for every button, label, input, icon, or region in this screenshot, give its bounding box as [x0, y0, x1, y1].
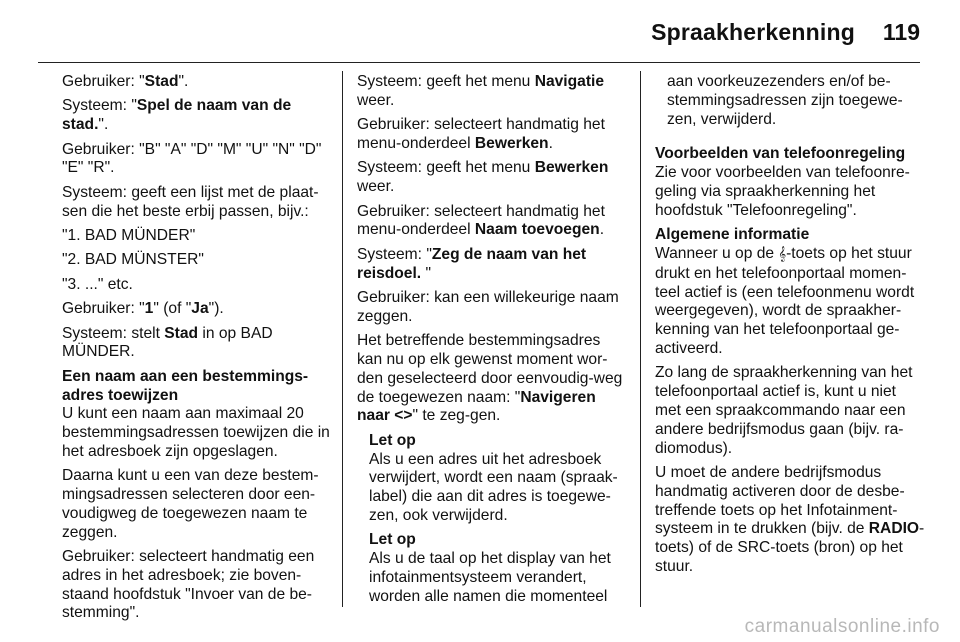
paragraph: Gebruiker: selecteert handmatig het menu-onderdeel Naam toevoegen.	[357, 202, 605, 239]
column-2	[357, 73, 627, 612]
note-text: Als u een adres uit het adresboek verwijdert, wordt een naam (spraak‐label) die aan dit adres is toegewe‐zen, ook verwijderd.	[369, 450, 618, 524]
header-rule	[38, 62, 920, 63]
section-heading: Een naam aan een bestemmings‐adres toewijzen	[62, 367, 309, 404]
paragraph: Gebruiker: "1" (of "Ja").	[62, 300, 224, 318]
note-block	[369, 432, 627, 526]
column-1	[62, 73, 330, 629]
voice-control-icon: 𝄞	[778, 246, 787, 262]
paragraph: Gebruiker: kan een willekeurige naam zeggen.	[357, 288, 619, 325]
note-title: Let op	[369, 531, 416, 549]
page-number: 119	[882, 19, 920, 45]
paragraph: Gebruiker: selecteert handmatig een adres in het adresboek; zie boven‐staand hoofdstuk "Invoer van de be‐stemming".	[62, 548, 315, 622]
note-block	[369, 531, 627, 606]
note-text: Als u de taal op het display van het infotainmentsysteem verandert, worden alle namen die momenteel	[369, 550, 611, 605]
paragraph: Gebruiker: "B" "A" "D" "M" "U" "N" "D" "E" "R".	[62, 140, 322, 177]
paragraph: Systeem: geeft een lijst met de plaat‐sen die het beste erbij passen, bijv.:	[62, 183, 319, 220]
paragraph: Gebruiker: selecteert handmatig het menu-onderdeel Bewerken.	[357, 116, 605, 152]
paragraph: Systeem: stelt Stad in op BAD MÜNDER.	[62, 324, 273, 361]
paragraph: Systeem: "Spel de naam van de stad.".	[62, 97, 292, 134]
section-heading: Algemene informatie	[655, 226, 810, 244]
watermark: carmanualsonline.info	[744, 616, 940, 637]
paragraph: Systeem: geeft het menu Bewerken weer.	[357, 159, 609, 196]
paragraph: Zo lang de spraakherkenning van het telefoonportaal actief is, kunt u niet met een spraakcommando naar een andere bedrijfsmodus gaan (bijv. ra‐diomodus).	[655, 364, 913, 457]
list-item: "3. ..." etc.	[62, 275, 133, 293]
paragraph: Systeem: "Zeg de naam van het reisdoel. "	[357, 245, 587, 282]
column-3	[655, 73, 925, 582]
list-item: "1. BAD MÜNDER"	[62, 226, 196, 244]
paragraph: Systeem: geeft het menu Navigatie weer.	[357, 73, 605, 109]
note-text: aan voorkeuzezenders en/of be‐stemmingsadressen zijn toegewe‐zen, verwijderd.	[667, 73, 903, 128]
note-block	[667, 73, 925, 129]
paragraph: Zie voor voorbeelden van telefoonre‐geling via spraakherkenning het hoofdstuk "Telefoonregeling".	[655, 164, 910, 219]
paragraph: Wanneer u op de 𝄞-toets op het stuur drukt en het telefoonportaal momen‐teel actief is (een telefoonmenu wordt weergegeven), wordt de spraakher‐kenning van het telefoonportaal ge‐activeerd.	[655, 244, 915, 357]
paragraph: U moet de andere bedrijfsmodus handmatig activeren door de desbe‐treffende toets op het Infotainment‐systeem in te drukken (bijv. de RADIO-toets) of de SRC-toets (bron) op het stuur.	[655, 463, 925, 575]
page-title: Spraakherkenning	[651, 19, 855, 45]
column-divider-2	[640, 71, 641, 607]
paragraph: Daarna kunt u een van deze bestem‐mingsadressen selecteren door een‐voudigweg de toegewezen naam te zeggen.	[62, 467, 319, 541]
column-divider-1	[342, 71, 343, 607]
paragraph: Gebruiker: "Stad".	[62, 73, 189, 90]
page-header	[0, 0, 960, 62]
paragraph: Het betreffende bestemmingsadres kan nu op elk gewenst moment wor‐den geselecteerd door eenvoudig‐weg de toegewezen naam: "Navigeren naar <>" te zeg‐gen.	[357, 332, 623, 425]
paragraph: U kunt een naam aan maximaal 20 bestemmingsadressen toewijzen die in het adresboek zijn opgeslagen.	[62, 405, 330, 460]
list-item: "2. BAD MÜNSTER"	[62, 251, 204, 269]
note-title: Let op	[369, 431, 416, 449]
section-heading: Voorbeelden van telefoonregeling	[655, 145, 906, 163]
